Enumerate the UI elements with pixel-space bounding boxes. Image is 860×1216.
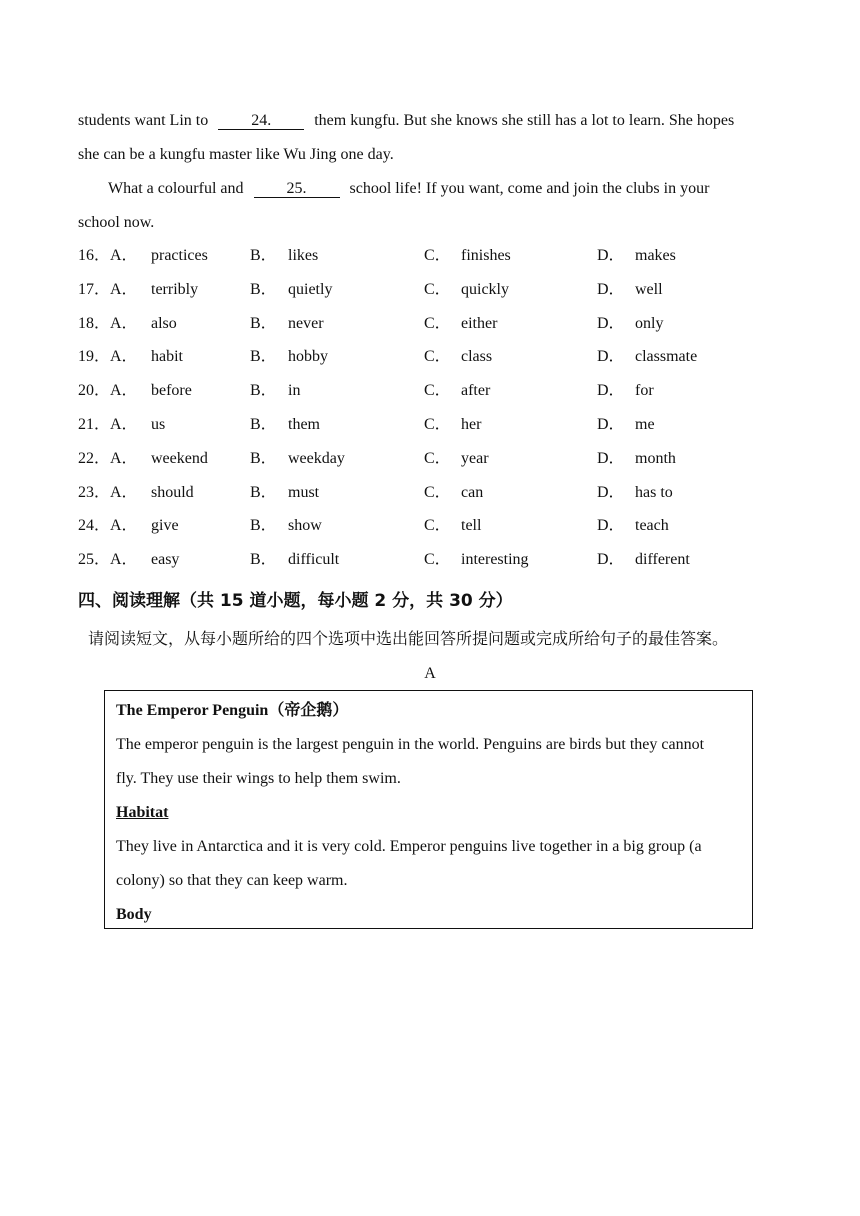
option-c: interesting: [461, 551, 529, 569]
option-b: them: [288, 416, 320, 433]
question-number: 19．A．: [78, 348, 138, 366]
option-b-label: B．: [250, 416, 277, 433]
option-c-label: C．: [424, 416, 451, 433]
section-heading: 四、阅读理解（共 15 道小题，每小题 2 分，共 30 分）: [78, 591, 513, 611]
option-c-label: C．: [424, 551, 451, 569]
passage-text: school life! If you want, come and join the clubs in your: [349, 180, 710, 197]
option-c: finishes: [461, 247, 511, 264]
blank-24: 24.: [218, 112, 304, 130]
option-b-label: B．: [250, 517, 277, 535]
option-d: teach: [635, 517, 669, 535]
question-number: 25．A．: [78, 551, 138, 569]
question-number: 24．A．: [78, 517, 138, 535]
option-b-label: B．: [250, 247, 277, 264]
passage-para-line: They live in Antarctica and it is very cold. Emperor penguins live together in a big group (a: [116, 838, 702, 855]
option-d-label: D．: [597, 517, 625, 535]
option-d: only: [635, 314, 664, 332]
option-c-label: C．: [424, 314, 451, 332]
option-d-label: D．: [597, 348, 625, 366]
option-a: also: [151, 314, 177, 332]
option-a: easy: [151, 551, 180, 569]
option-a: before: [151, 382, 192, 400]
option-c: either: [461, 314, 498, 332]
passage-line-2: she can be a kungfu master like Wu Jing one day.: [78, 146, 394, 163]
option-d-label: D．: [597, 280, 625, 298]
option-b: quietly: [288, 280, 333, 298]
option-a: practices: [151, 247, 208, 264]
blank-25: 25.: [254, 180, 340, 198]
option-d: classmate: [635, 348, 698, 366]
passage-label: A: [424, 665, 436, 682]
question-number: 18．A．: [78, 314, 138, 332]
option-c-label: C．: [424, 449, 451, 467]
option-b-label: B．: [250, 449, 277, 467]
option-d: has to: [635, 483, 673, 501]
option-c-label: C．: [424, 483, 451, 501]
option-b-label: B．: [250, 348, 277, 366]
option-b: weekday: [288, 449, 345, 467]
option-b: in: [288, 382, 301, 400]
option-d-label: D．: [597, 483, 625, 501]
passage-para-line: fly. They use their wings to help them swim.: [116, 770, 401, 787]
option-d-label: D．: [597, 416, 625, 433]
option-b: difficult: [288, 551, 340, 569]
option-a: us: [151, 416, 166, 433]
question-number: 21．A．: [78, 416, 138, 433]
option-c: class: [461, 348, 493, 366]
option-a: terribly: [151, 280, 199, 298]
option-c: can: [461, 483, 484, 501]
option-c: year: [461, 449, 489, 467]
option-a: weekend: [151, 449, 208, 467]
option-b-label: B．: [250, 382, 277, 400]
option-d: for: [635, 382, 654, 400]
option-d: well: [635, 280, 663, 298]
option-d: month: [635, 449, 676, 467]
passage-line-3: [108, 179, 709, 199]
option-a: give: [151, 517, 179, 535]
habitat-heading: Habitat: [116, 804, 169, 821]
option-a: should: [151, 483, 194, 501]
option-d: me: [635, 416, 655, 433]
question-number: 22．A．: [78, 449, 138, 467]
option-b-label: B．: [250, 280, 277, 298]
passage-text: What a colourful and: [108, 180, 244, 197]
option-b: likes: [288, 247, 319, 264]
passage-para-line: colony) so that they can keep warm.: [116, 872, 348, 889]
option-b: never: [288, 314, 324, 332]
passage-text: them kungfu. But she knows she still has a lot to learn. She hopes: [314, 112, 735, 129]
question-number: 17．A．: [78, 280, 138, 298]
option-d: different: [635, 551, 690, 569]
option-d-label: D．: [597, 247, 625, 264]
option-d-label: D．: [597, 382, 625, 400]
question-number: 20．A．: [78, 382, 138, 400]
passage-para-line: The emperor penguin is the largest penguin in the world. Penguins are birds but they cannot: [116, 736, 705, 753]
question-number: 16．A．: [78, 247, 138, 264]
option-d-label: D．: [597, 551, 625, 569]
option-c-label: C．: [424, 517, 451, 535]
passage-title: The Emperor Penguin（帝企鹅）: [116, 702, 349, 719]
section-instruction: 请阅读短文，从每小题所给的四个选项中选出能回答所提问题或完成所给句子的最佳答案。: [88, 631, 729, 648]
option-c-label: C．: [424, 382, 451, 400]
option-c-label: C．: [424, 280, 451, 298]
option-c-label: C．: [424, 348, 451, 366]
option-b: must: [288, 483, 320, 501]
option-b-label: B．: [250, 551, 277, 569]
option-a: habit: [151, 348, 183, 366]
question-number: 23．A．: [78, 483, 138, 501]
option-c-label: C．: [424, 247, 451, 264]
option-b: hobby: [288, 348, 328, 366]
option-c: tell: [461, 517, 482, 535]
passage-line-1: [78, 111, 734, 131]
body-heading: Body: [116, 906, 152, 923]
option-d-label: D．: [597, 314, 625, 332]
passage-line-4: school now.: [78, 214, 155, 231]
option-b: show: [288, 517, 322, 535]
option-d-label: D．: [597, 449, 625, 467]
passage-text: students want Lin to: [78, 112, 209, 129]
option-c: her: [461, 416, 482, 433]
option-c: after: [461, 382, 491, 400]
option-c: quickly: [461, 280, 509, 298]
option-b-label: B．: [250, 483, 277, 501]
reading-passage-box: [104, 690, 753, 929]
option-b-label: B．: [250, 314, 277, 332]
option-d: makes: [635, 247, 676, 264]
